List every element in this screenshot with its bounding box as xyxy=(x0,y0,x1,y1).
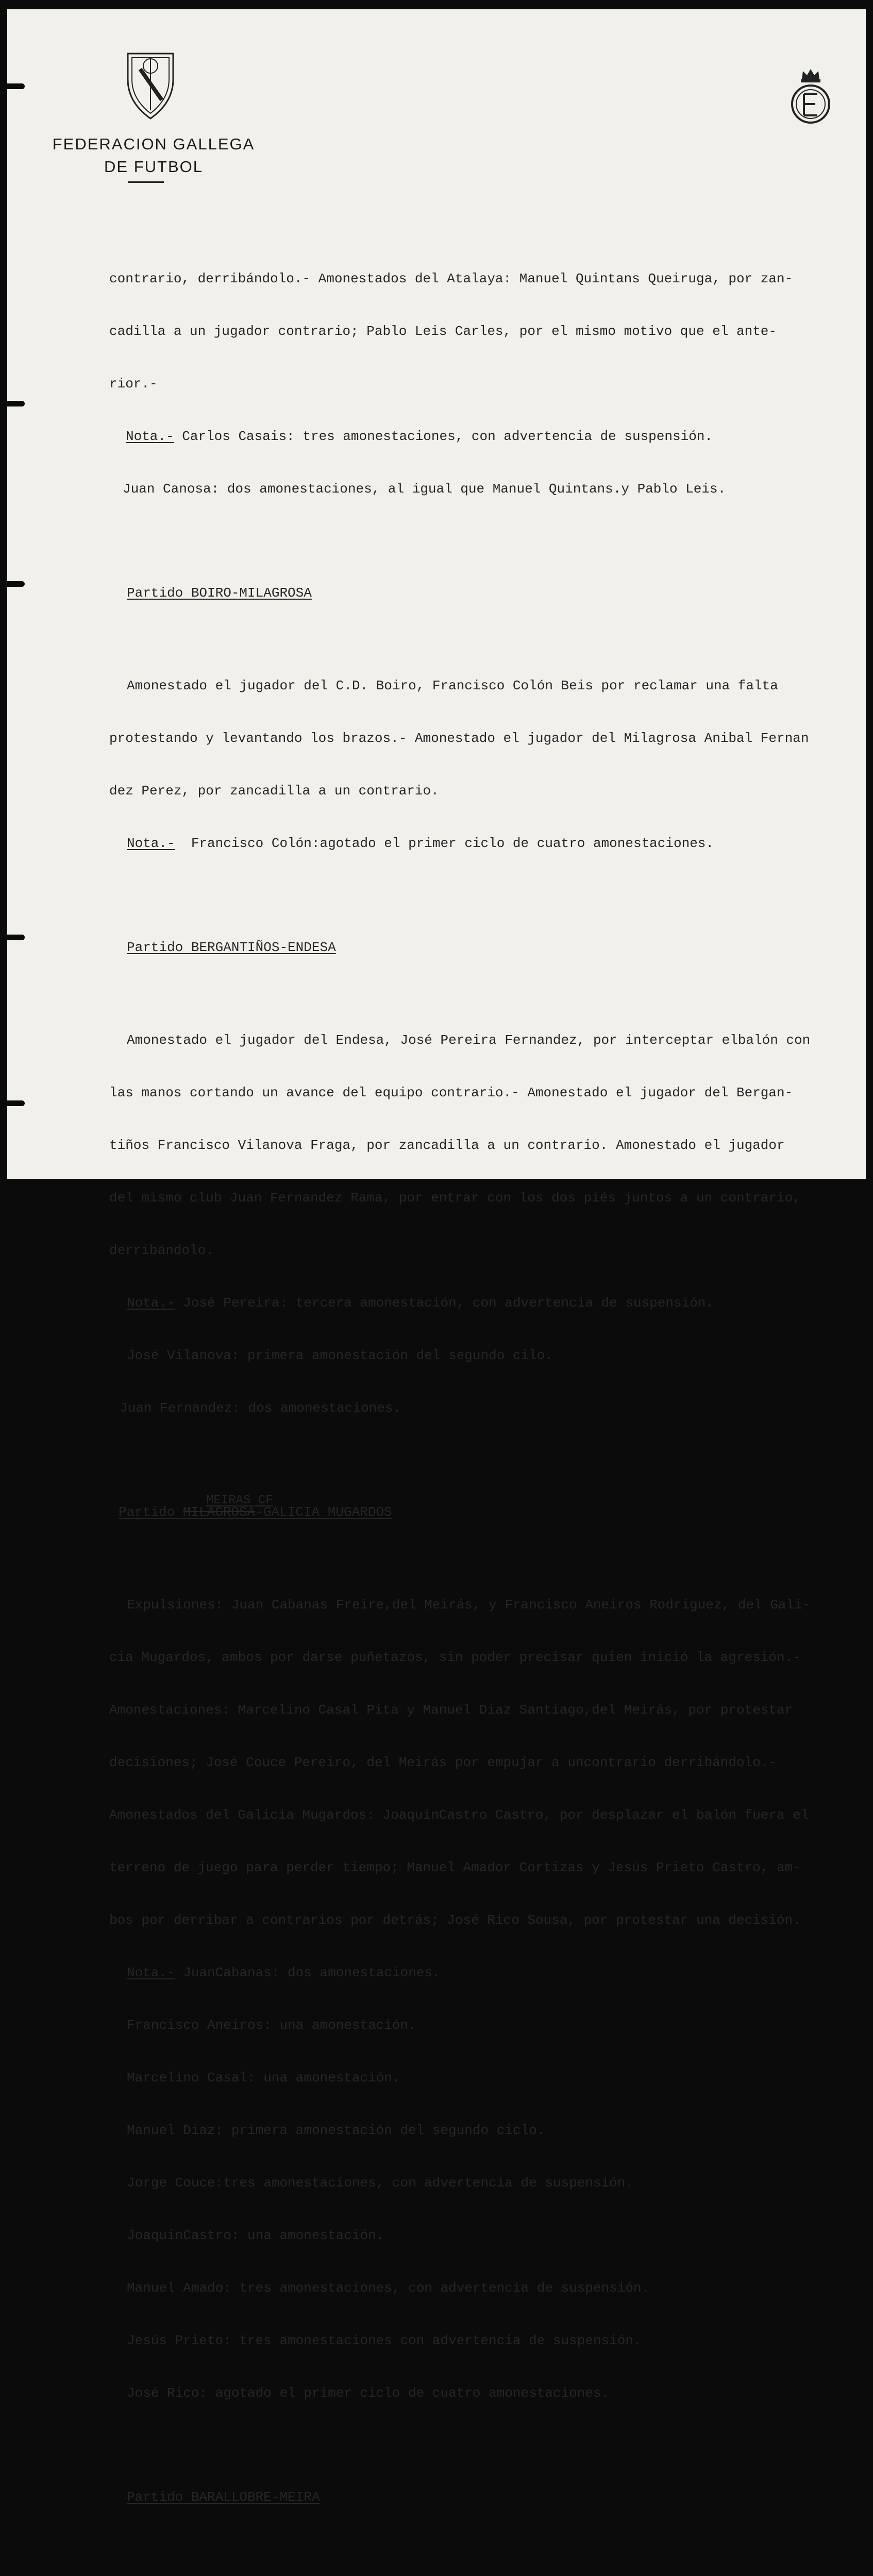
heading-prefix: Partido xyxy=(119,1504,183,1520)
section-heading-line xyxy=(127,939,870,956)
section-heading-line xyxy=(127,2488,870,2506)
report-line: rior.- xyxy=(109,376,158,392)
report-line: Manuel Amado: tres amonestaciones, con advertencia de suspensión. xyxy=(127,2280,650,2296)
report-line: Amonestados del Galicia Mugardos: JoaquinCastro Castro, por desplazar el balón fuera el xyxy=(109,1807,809,1823)
nota-text: José Pereira: tercera amonestación, con advertencia de suspensión. xyxy=(175,1295,714,1311)
heading-correction: MEIRAS CF xyxy=(206,1494,273,1507)
nota-line xyxy=(127,1964,870,1981)
report-line: José Vilanova: primera amonestación del segundo cilo. xyxy=(127,1348,553,1363)
binder-hole xyxy=(7,1100,25,1106)
report-line: tiños Francisco Vilanova Fraga, por zancadilla a un contrario. Amonestado el jugador xyxy=(109,1138,785,1153)
heading-struck-team: MILAGROSA xyxy=(182,1504,256,1520)
report-line: bos por derribar a contrarios por detrás; José Rico Sousa, por protestar una decisión. xyxy=(109,1912,801,1928)
report-line: Manuel Diaz: primera amonestación del segundo ciclo. xyxy=(127,2123,545,2138)
section-heading-line xyxy=(127,584,870,602)
rfef-crown-crest-logo xyxy=(787,65,834,126)
report-line: Jesús Prieto: tres amonestaciones con advertencia de suspensión. xyxy=(127,2333,642,2348)
nota-label: Nota.- xyxy=(127,1965,175,1980)
binder-hole xyxy=(7,401,25,406)
report-line: terreno de juego para perder tiempo; Manuel Amador Cortizas y Jesús Prieto Castro, am- xyxy=(109,1860,801,1875)
nota-text: Carlos Casais: tres amonestaciones, con advertencia de suspensión. xyxy=(174,429,713,444)
report-line: Marcelino Casal: una amonestación. xyxy=(127,2070,400,2086)
federation-shield-logo xyxy=(125,48,176,121)
report-line: derribándolo. xyxy=(109,1243,214,1258)
section-heading: Partido BOIRO-MILAGROSA xyxy=(127,585,312,601)
nota-line xyxy=(126,428,870,445)
binder-hole xyxy=(7,83,25,89)
report-line: Amonestado el jugador del C.D. Boiro, Francisco Colón Beis por reclamar una falta xyxy=(127,678,778,693)
report-line: protestando y levantando los brazos.- Amonestado el jugador del Milagrosa Anibal Fernan xyxy=(109,731,809,746)
report-line: Juan Canosa: dos amonestaciones, al igual que Manuel Quintans.y Pablo Leis. xyxy=(123,481,726,497)
typed-report xyxy=(109,217,870,2576)
federation-name xyxy=(45,133,262,178)
nota-label: Nota.- xyxy=(127,836,175,851)
report-line: Expulsiones: Juan Cabanas Freire,del Meirás, y Francisco Aneiros Rodriguez, del Gali- xyxy=(127,1597,811,1613)
document-page xyxy=(7,9,866,2505)
report-line: José Rico: agotado el primer ciclo de cuatro amonestaciones. xyxy=(127,2385,610,2401)
nota-line xyxy=(127,1294,870,1312)
report-line: cia Mugardos, ambos por darse puñetazos, sin poder precisar quien inició la agresión.- xyxy=(109,1650,801,1665)
report-line: del mismo club Juan Fernandez Rama, por entrar con los dos piés juntos a un contrario, xyxy=(109,1190,801,1206)
section-heading-line xyxy=(119,1494,870,1521)
nota-line xyxy=(127,835,870,852)
report-line: contrario, derribándolo.- Amonestados del Atalaya: Manuel Quintans Queiruga, por zan- xyxy=(109,271,793,286)
section-heading: Partido BARALLOBRE-MEIRA xyxy=(127,2489,320,2505)
nota-text: JuanCabanas: dos amonestaciones. xyxy=(175,1965,441,1980)
nota-label: Nota.- xyxy=(126,429,174,444)
report-line: decisiones; José Couce Pereiro, del Meirás por empujar a uncontrario derribándolo.- xyxy=(109,1755,777,1770)
nota-label: Nota.- xyxy=(127,1295,175,1311)
org-name-line2: DE FUTBOL xyxy=(104,158,203,176)
report-line: JoaquinCastro: una amonestación. xyxy=(127,2228,384,2243)
report-line: Francisco Aneiros: una amonestación. xyxy=(127,2018,416,2033)
report-line: Jorge Couce:tres amonestaciones, con advertencia de suspensión. xyxy=(127,2175,633,2191)
binder-hole xyxy=(7,581,25,587)
report-line: Juan Fernandez: dos amonestaciones. xyxy=(120,1400,401,1416)
report-line: Amonestado el jugador del Endesa, José Pereira Fernandez, por interceptar elbalón con xyxy=(127,1032,811,1048)
org-name-line1: FEDERACION GALLEGA xyxy=(52,135,255,153)
report-line: las manos cortando un avance del equipo contrario.- Amonestado el jugador del Bergan- xyxy=(109,1085,793,1100)
section-heading xyxy=(119,1494,392,1521)
header-rule xyxy=(128,181,164,183)
nota-text: Francisco Colón:agotado el primer ciclo de cuatro amonestaciones. xyxy=(175,836,714,851)
heading-rest: -GALICIA MUGARDOS xyxy=(255,1504,392,1520)
report-line: Amonestaciones: Marcelino Casal Pita y Manuel Diaz Santiago,del Meirás, por protestar xyxy=(109,1702,793,1718)
report-line: dez Perez, por zancadilla a un contrario. xyxy=(109,783,439,799)
report-line: cadilla a un jugador contrario; Pablo Leis Carles, por el mismo motivo que el ante- xyxy=(109,324,777,339)
binder-hole xyxy=(7,935,25,940)
section-heading: Partido BERGANTIÑOS-ENDESA xyxy=(127,940,336,955)
